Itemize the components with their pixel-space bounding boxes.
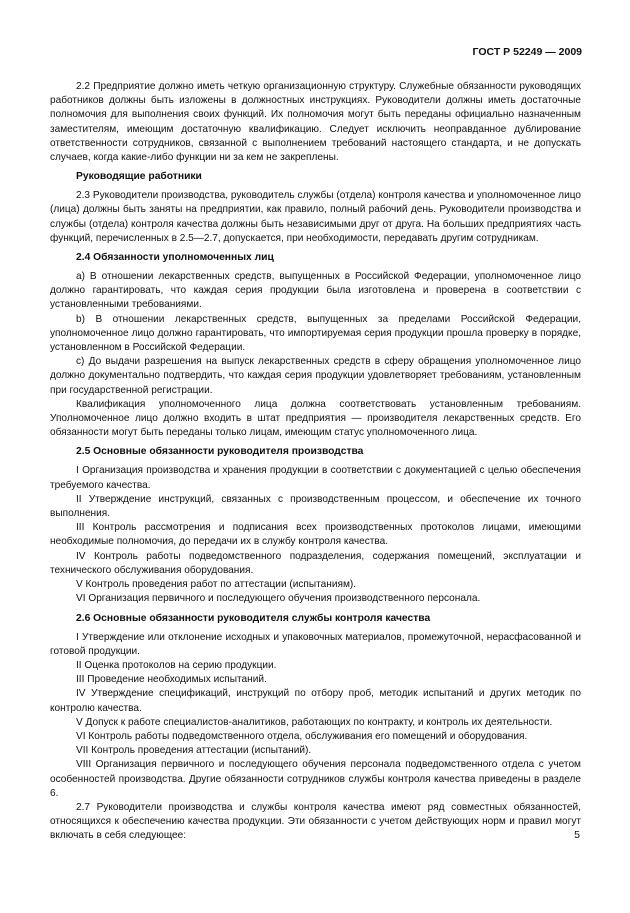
paragraph-2-3: 2.3 Руководители производства, руководитель службы (отдела) контроля качества и уполномоченное лицо (лица) должны быть заняты на предприятии, как правило, полный рабочий день. Руководители производства и службы (отдела) контроля качества должны быть независимыми друг от друга. На больших предприятиях часть функций, перечисленных в 2.5—2.7, допускается, при необходимости, передавать другим сотрудникам. bbox=[50, 190, 581, 244]
paragraph-2-4-c: с) До выдачи разрешения на выпуск лекарственных средств в сферу обращения уполномоченное лицо должно документально подтвердить, что каждая серия продукции удовлетворяет требованиям, установленным при государственной регистрации. bbox=[50, 356, 581, 396]
standard-designation: ГОСТ Р 52249 — 2009 bbox=[472, 46, 582, 58]
list-item-2-5: V Контроль проведения работ по аттестации (испытаниям). bbox=[76, 579, 357, 591]
list-item-2-6: III Проведение необходимых испытаний. bbox=[76, 674, 267, 686]
list-item-2-6: V Допуск к работе специалистов-аналитиков, работающих по контракту, и контроль их деятельности. bbox=[76, 716, 553, 728]
list-item-2-6: II Оценка протоколов на серию продукции. bbox=[76, 659, 277, 671]
document-body bbox=[50, 80, 581, 844]
heading-2-6: 2.6 Основные обязанности руководителя службы контроля качества bbox=[76, 612, 431, 624]
list-item-2-6: IV Утверждение спецификаций, инструкций по отбору проб, методик испытаний и других методик по контролю качества. bbox=[50, 688, 581, 714]
paragraph-2-4-d: Квалификация уполномоченного лица должна соответствовать установленным требованиям. Уполномоченное лицо должно входить в штат предприятия — производителя лекарственных средств. Его обязанности могут быть переданы только лицам, имеющим статус уполномоченного лица. bbox=[50, 398, 581, 439]
heading-managers: Руководящие работники bbox=[76, 171, 202, 183]
list-item-2-5: IV Контроль работы подведомственного подразделения, содержания помещений, эксплуатации и технического обслуживания оборудования. bbox=[50, 550, 581, 576]
paragraph-2-7: 2.7 Руководители производства и службы контроля качества имеют ряд совместных обязанностей, относящихся к обеспечению качества продукции. Эти обязанности с учетом действующих норм и правил могут включать в себя следующее: bbox=[50, 801, 581, 842]
heading-2-5: 2.5 Основные обязанности руководителя производства bbox=[76, 446, 364, 458]
list-item-2-6: I Утверждение или отклонение исходных и упаковочных материалов, промежуточной, нерасфасованной и готовой продукции. bbox=[50, 631, 581, 657]
list-item-2-6: VII Контроль проведения аттестации (испытаний). bbox=[76, 745, 312, 757]
heading-2-4: 2.4 Обязанности уполномоченных лиц bbox=[76, 252, 274, 264]
list-item-2-5: I Организация производства и хранения продукции в соответствии с документацией с целью обеспечения требуемого качества. bbox=[50, 465, 581, 491]
paragraph-2-2: 2.2 Предприятие должно иметь четкую организационную структуру. Служебные обязанности руководящих работников должны быть изложены в должностных инструкциях. Руководители должны иметь достаточные полномочия для выполнения своих функций. Их полномочия могут быть переданы официально назначенным заместителям, имеющим достаточную квалификацию. Следует исключить неоправданное дублирование ответственности сотрудников, связанной с выполнением требований настоящего стандарта, и не допускать случаев, когда какие-либо функции ни за кем не закреплены. bbox=[50, 81, 581, 164]
page-number: 5 bbox=[574, 829, 580, 841]
list-item-2-6: VIII Организация первичного и последующего обучения персонала подведомственного отдела с учетом особенностей производства. Другие обязанности сотрудников службы контроля качества приведены в разделе 6. bbox=[50, 759, 581, 799]
list-item-2-5: II Утверждение инструкций, связанных с производственным процессом, и обеспечение их точного выполнения. bbox=[50, 493, 581, 520]
list-item-2-6: VI Контроль работы подведомственного отдела, обслуживания его помещений и оборудования. bbox=[76, 730, 528, 742]
paragraph-2-4-a: а) В отношении лекарственных средств, выпущенных в Российской Федерации, уполномоченное лицо должно гарантировать, что каждая серия продукции была изготовлена и проверена в соответствии с установленными требованиями. bbox=[50, 271, 581, 311]
list-item-2-5: III Контроль рассмотрения и подписания всех производственных протоколов лицами, имеющими необходимые полномочия, до передачи их в службу контроля качества. bbox=[50, 522, 581, 548]
paragraph-2-4-b: b) В отношении лекарственных средств, выпущенных за пределами Российской Федерации, уполномоченное лицо должно гарантировать, что импортируемая серия продукции прошла проверку в порядке, установленном в Российской Федерации. bbox=[50, 313, 581, 354]
list-item-2-5: VI Организация первичного и последующего обучения производственного персонала. bbox=[76, 593, 481, 605]
